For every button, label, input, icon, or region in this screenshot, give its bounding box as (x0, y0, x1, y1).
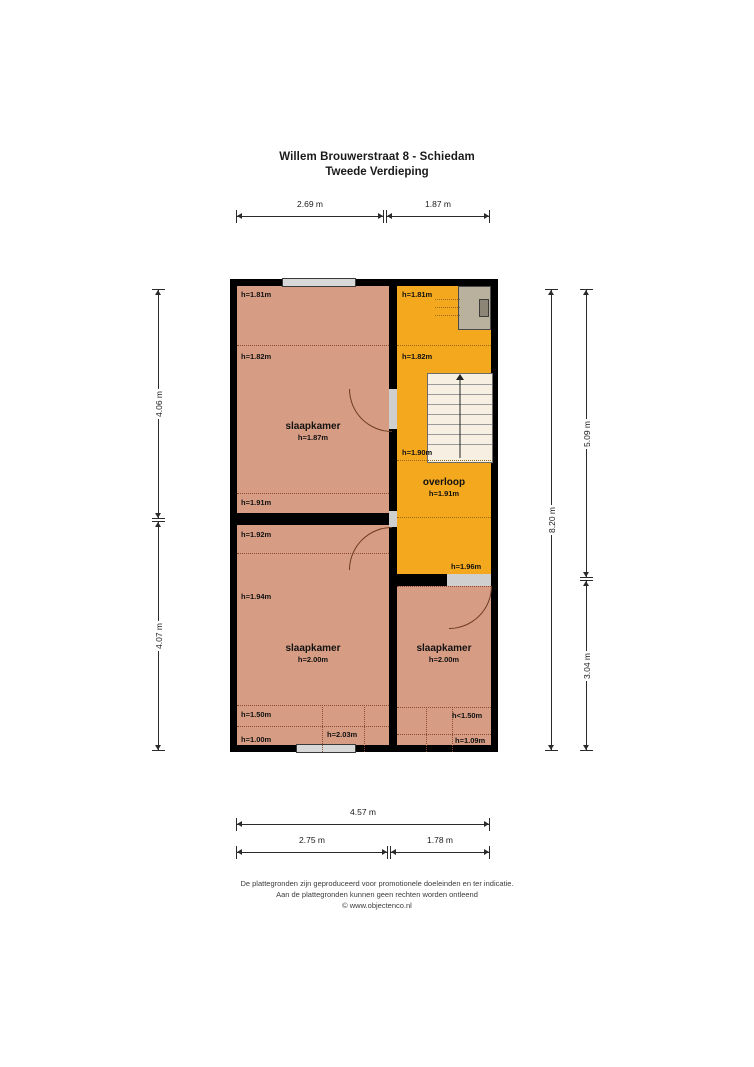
height-label-se-3: h=1.09m (455, 736, 486, 745)
window-north (282, 278, 356, 287)
dimension-left-upper-label: 4.06 m (153, 391, 164, 417)
height-label-sw-1: h=1.92m (241, 530, 272, 539)
room-label-landing (400, 477, 488, 498)
footer-disclaimer (0, 878, 754, 911)
guide-ne-2 (397, 460, 491, 461)
guide-nw-2 (237, 493, 389, 494)
height-label-nw-2: h=1.82m (241, 352, 272, 361)
room-label-bedroom-southeast-height: h=2.00m (428, 655, 460, 664)
title-address: Willem Brouwerstraat 8 - Schiedam (279, 151, 475, 163)
height-label-se-2: h<1.50m (452, 711, 483, 720)
room-label-bedroom-southeast-name: slaapkamer (416, 643, 472, 654)
height-label-se-1: h=1.96m (451, 562, 482, 571)
dimension-right-lower (580, 580, 593, 751)
height-label-ne-2: h=1.82m (402, 352, 433, 361)
height-label-sw-2: h=1.94m (241, 592, 272, 601)
height-label-nw-3: h=1.91m (241, 498, 272, 507)
wall-west (230, 279, 237, 752)
room-label-bedroom-southwest-height: h=2.00m (297, 655, 329, 664)
dimension-right-upper (580, 289, 593, 578)
dimension-top-right (386, 199, 490, 222)
guide-shaft-3 (435, 315, 460, 316)
room-label-landing-name: overloop (422, 477, 466, 488)
guide-sw-2 (237, 705, 389, 706)
guide-se-vertical-1 (426, 707, 427, 752)
footer-line-1: De plattegronden zijn geproduceerd voor promotionele doeleinden en ter indicatie. (240, 879, 514, 888)
dimension-bottom-total (236, 807, 490, 830)
room-label-bedroom-southeast (398, 643, 490, 664)
footer-line-3: © www.objectenco.nl (342, 901, 412, 910)
guide-sw-1 (237, 553, 389, 554)
door-opening-bedroom-southeast (447, 574, 491, 586)
title-floor: Tweede Verdieping (325, 166, 429, 178)
footer-line-2: Aan de plattegronden kunnen geen rechten worden ontleend (276, 890, 478, 899)
guide-se-2 (397, 707, 491, 708)
guide-se-3 (397, 734, 491, 735)
guide-shaft-1 (435, 299, 460, 300)
guide-sw-vertical-1 (322, 705, 323, 752)
page-title (0, 150, 754, 180)
guide-shaft-2 (435, 307, 460, 308)
dimension-bottom-right (390, 835, 490, 858)
wall-interior-horizontal-west (237, 513, 389, 525)
dimension-bottom-left (236, 835, 388, 858)
dimension-top-right-label: 1.87 m (386, 199, 490, 209)
height-label-ne-3: h=1.90m (402, 448, 433, 457)
height-label-nw-1: h=1.81m (241, 290, 272, 299)
height-label-sw-5: h=2.03m (327, 730, 358, 739)
wall-interior-horizontal-east (397, 574, 447, 586)
room-label-bedroom-southwest-name: slaapkamer (285, 643, 341, 654)
height-label-ne-1: h=1.81m (402, 290, 433, 299)
door-opening-bedroom-southwest (389, 511, 397, 527)
room-label-bedroom-northwest (252, 421, 374, 442)
guide-se-1 (397, 586, 491, 587)
wall-north (230, 279, 498, 286)
room-label-bedroom-northwest-name: slaapkamer (285, 421, 341, 432)
shaft-closet (458, 286, 491, 330)
dimension-right-lower-label: 3.04 m (581, 652, 592, 679)
room-label-landing-height: h=1.91m (428, 489, 460, 498)
dimension-right-total (545, 289, 558, 751)
window-south-west (296, 744, 356, 753)
dimension-left-lower (152, 521, 165, 751)
height-label-sw-3: h=1.50m (241, 710, 272, 719)
guide-nw-1 (237, 345, 389, 346)
wall-east (491, 279, 498, 752)
height-label-sw-4: h=1.00m (241, 735, 272, 744)
room-label-bedroom-southwest (252, 643, 374, 664)
shaft-detail (479, 299, 489, 317)
guide-ne-3 (397, 517, 491, 518)
dimension-bottom-left-label: 2.75 m (236, 835, 388, 845)
dimension-left-lower-label: 4.07 m (153, 623, 164, 649)
floorplan-drawing (230, 279, 498, 759)
dimension-bottom-right-label: 1.78 m (390, 835, 490, 845)
dimension-bottom-total-label: 4.57 m (236, 807, 490, 817)
wall-interior-vertical-north (389, 279, 397, 389)
dimension-top-left (236, 199, 384, 222)
guide-sw-vertical-2 (364, 705, 365, 752)
wall-interior-vertical-south (389, 429, 397, 745)
dimension-top-left-label: 2.69 m (236, 199, 384, 209)
room-label-bedroom-northwest-height: h=1.87m (297, 433, 329, 442)
dimension-left-upper (152, 289, 165, 519)
dimension-right-upper-label: 5.09 m (581, 420, 592, 447)
staircase (427, 373, 493, 463)
dimension-right-total-label: 8.20 m (546, 507, 557, 533)
guide-sw-3 (237, 726, 389, 727)
guide-ne-1 (397, 345, 491, 346)
